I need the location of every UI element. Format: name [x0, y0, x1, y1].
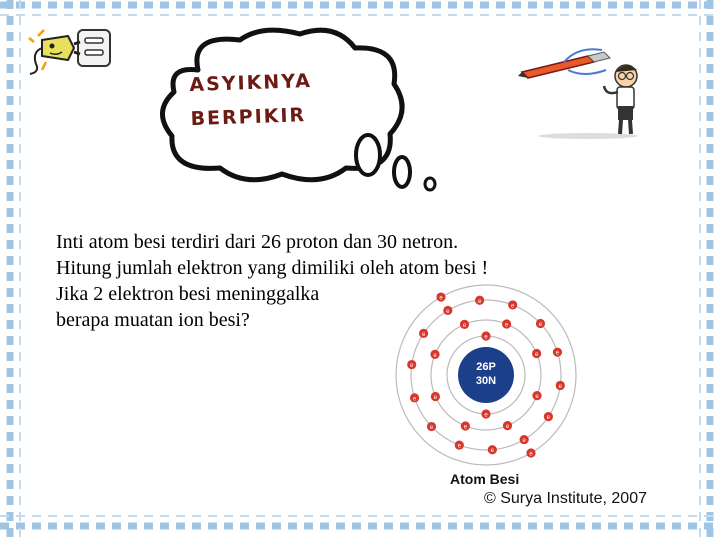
electron-symbol: e — [529, 451, 533, 458]
electron-symbol: e — [412, 396, 417, 403]
electron-symbol: e — [457, 443, 461, 450]
electron-symbol: e — [446, 308, 450, 315]
electron-symbol: e — [535, 394, 539, 401]
electron-symbol: e — [484, 334, 488, 341]
question-line-2: Hitung jumlah elektron yang dimiliki oleh atom besi ! — [56, 257, 489, 279]
thought-cloud-title — [189, 64, 314, 136]
electron-symbol: e — [558, 383, 562, 390]
atom-label: Atom Besi — [450, 471, 520, 487]
electron-symbol: e — [421, 331, 426, 338]
electron-symbol: e — [555, 350, 560, 357]
electron-symbol: e — [505, 424, 510, 431]
electron-symbol: e — [522, 438, 526, 445]
electron-symbol: e — [462, 322, 467, 329]
electron-symbol: e — [439, 295, 443, 302]
question-line-1: Inti atom besi terdiri dari 26 proton dan 30 netron. — [56, 231, 459, 253]
thought-cloud-line1: ASYIKNYA — [189, 69, 313, 97]
nucleus-protons: 26P — [476, 361, 496, 373]
thinking-student-icon — [536, 58, 648, 140]
electron-symbol: e — [477, 298, 482, 305]
electron-symbol: e — [463, 424, 468, 431]
electron-symbol: e — [484, 412, 488, 419]
iron-atom-diagram — [388, 282, 584, 468]
electron-symbol: e — [433, 394, 438, 401]
nucleus-neutrons: 30N — [475, 375, 497, 387]
electron-symbol: e — [511, 303, 515, 310]
electron-symbol: e — [433, 352, 437, 359]
electron-symbol: e — [410, 363, 414, 370]
electron-symbol: e — [538, 321, 543, 328]
electron-symbol: e — [504, 322, 509, 329]
electron-symbol: e — [429, 425, 434, 432]
question-line-3: Jika 2 elektron besi meninggalka — [56, 283, 320, 305]
copyright-notice: © Surya Institute, 2007 — [484, 490, 647, 507]
question-line-4: berapa muatan ion besi? — [56, 309, 250, 331]
thought-cloud-line2: BERPIKIR — [190, 104, 307, 131]
electron-symbol: e — [546, 415, 551, 422]
electron-symbol: e — [490, 448, 495, 455]
electron-symbol: e — [534, 352, 539, 359]
electric-plug-socket-icon — [28, 26, 114, 76]
